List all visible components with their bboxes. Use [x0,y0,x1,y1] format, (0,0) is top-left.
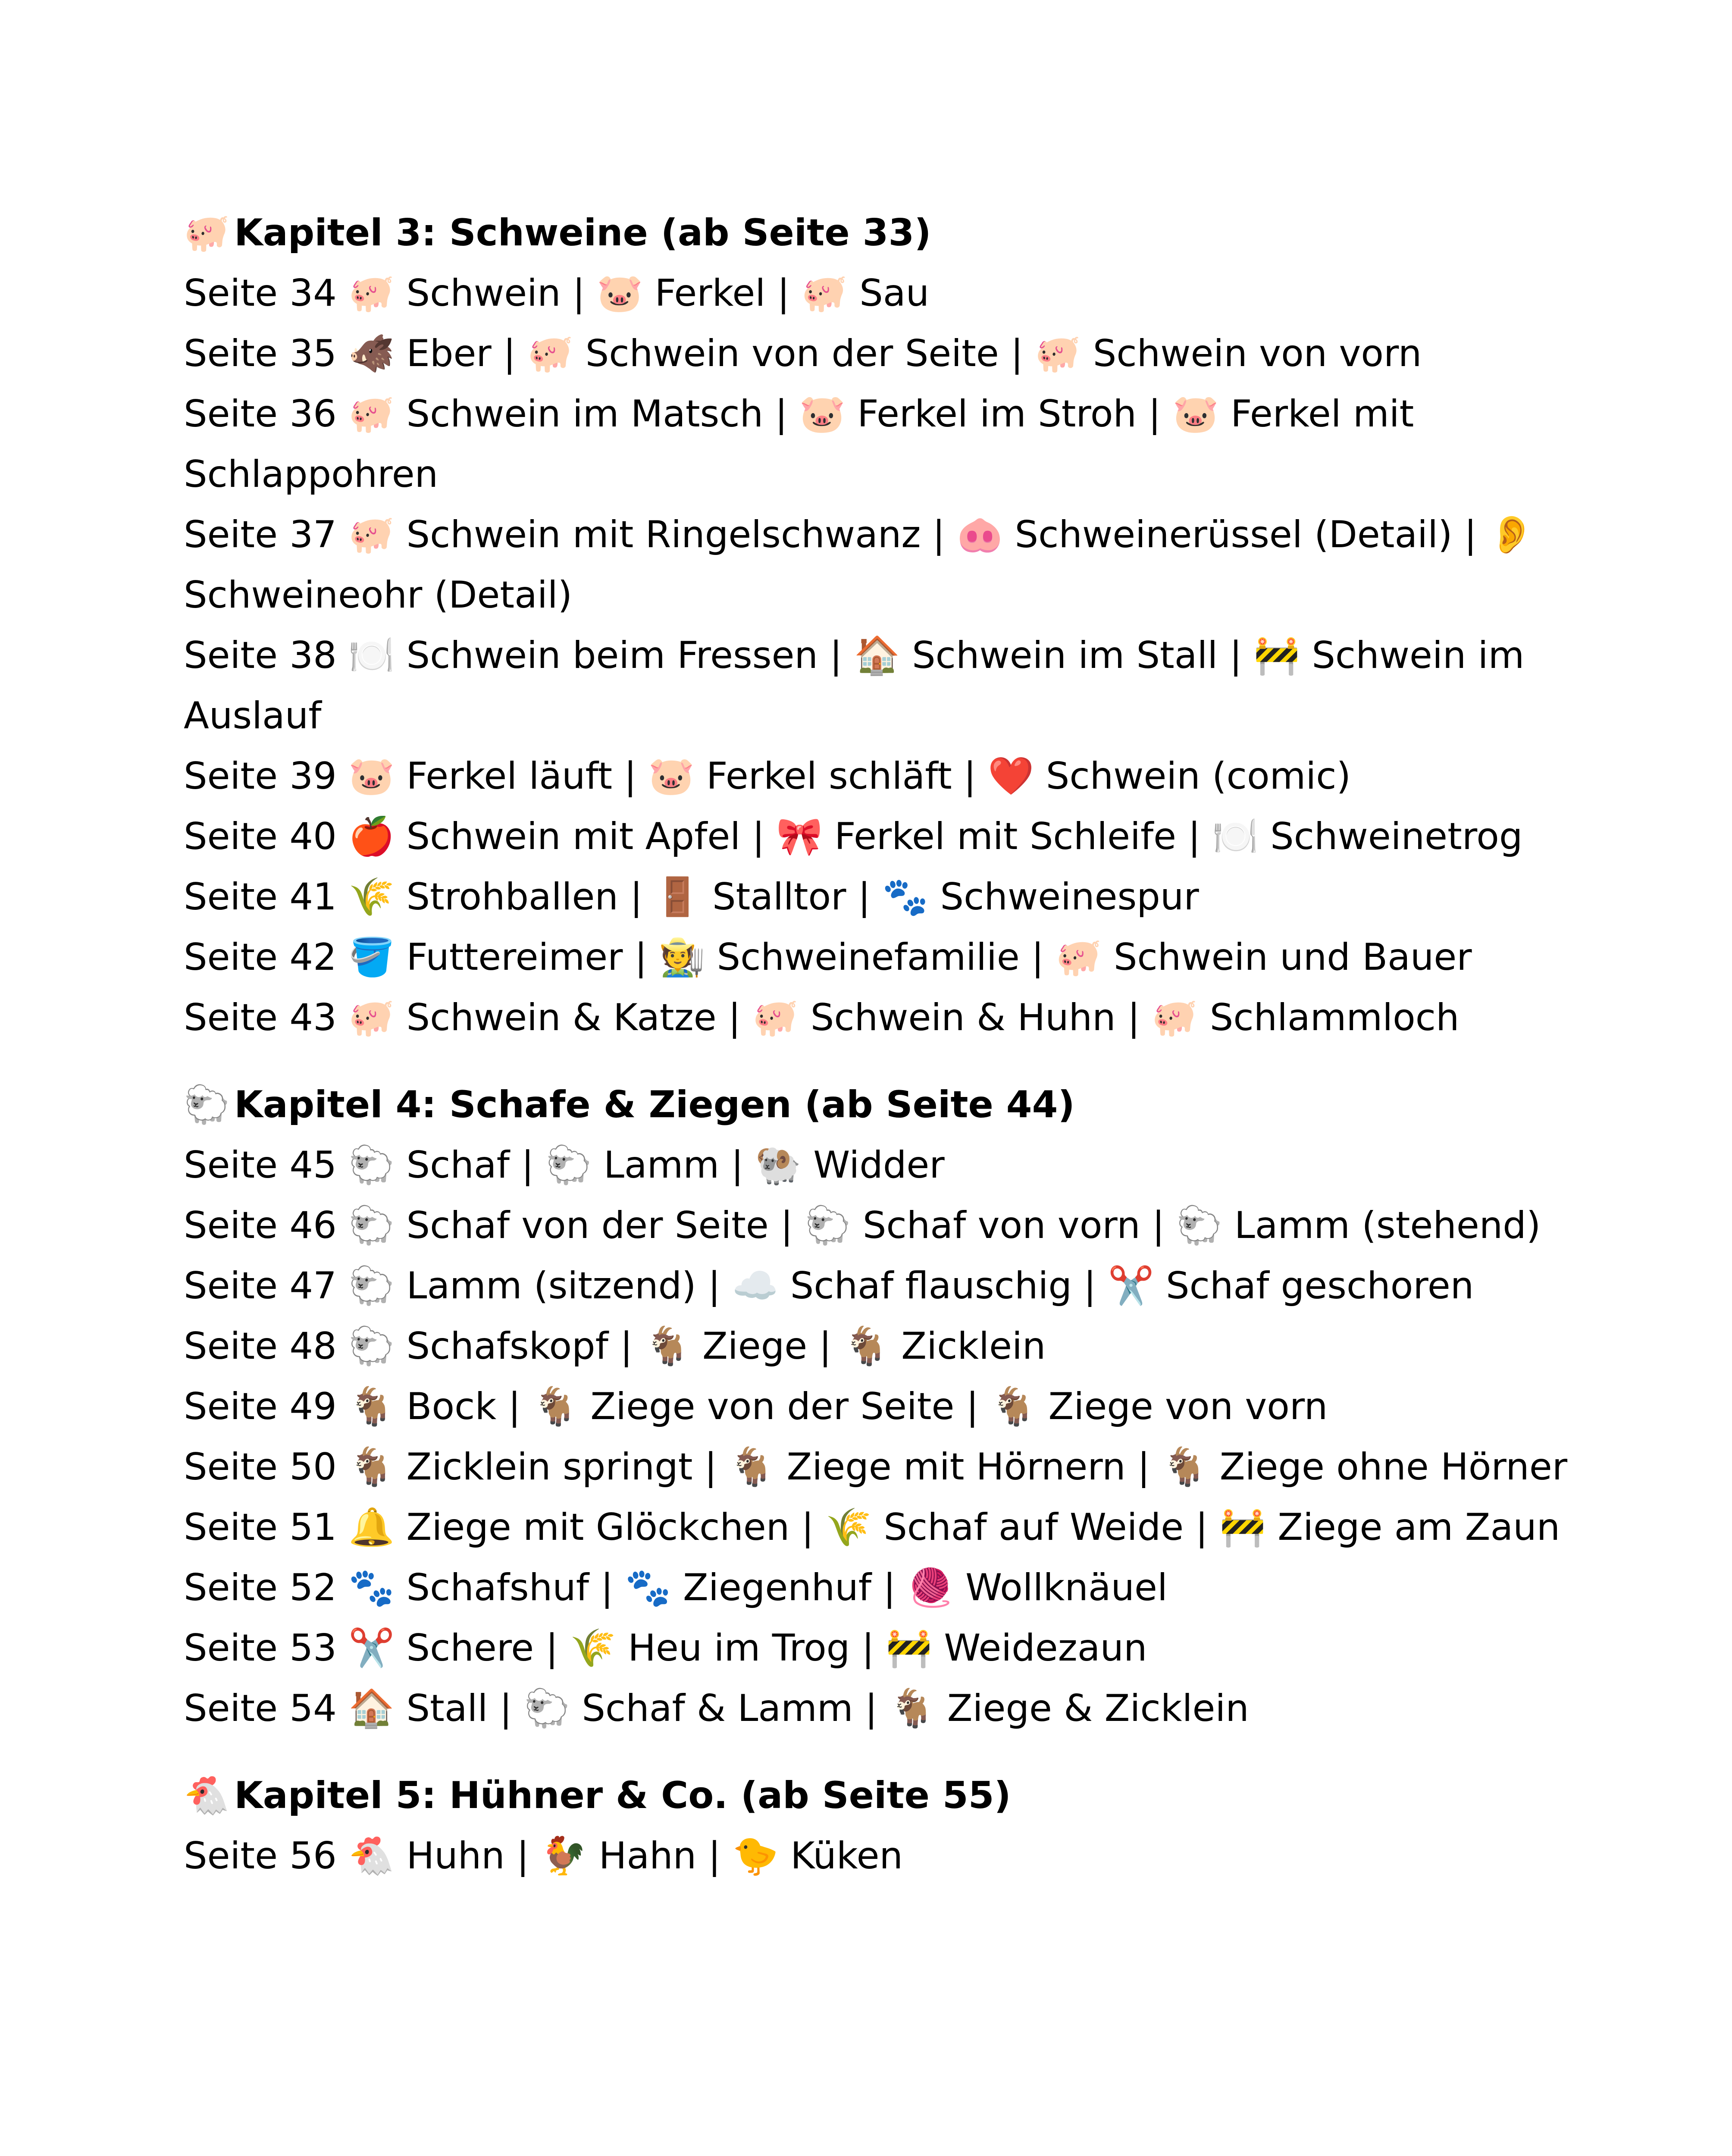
chapter-heading-text: Kapitel 4: Schafe & Ziegen (ab Seite 44) [234,1083,1075,1126]
page-entry-line: Seite 51 🔔 Ziege mit Glöckchen | 🌾 Schaf auf Weide | 🚧 Ziege am Zaun [184,1506,1560,1549]
page-entry-line: Seite 56 🐔 Huhn | 🐓 Hahn | 🐤 Küken [184,1834,903,1877]
page-entry-line: Seite 42 🪣 Futtereimer | 🧑‍🌾 Schweinefamilie | 🐖 Schwein und Bauer [184,936,1472,979]
page-entry-line: Seite 38 🍽️ Schwein beim Fressen | 🏠 Schwein im Stall | 🚧 Schwein im Auslauf [184,634,1525,737]
page-entry-line: Seite 49 🐐 Bock | 🐐 Ziege von der Seite | 🐐 Ziege von vorn [184,1385,1328,1428]
page-entry-line: Seite 54 🏠 Stall | 🐑 Schaf & Lamm | 🐐 Ziege & Zicklein [184,1687,1249,1730]
chapter-heading-text: Kapitel 5: Hühner & Co. (ab Seite 55) [234,1774,1011,1817]
page-entry-line: Seite 41 🌾 Strohballen | 🚪 Stalltor | 🐾 Schweinespur [184,875,1199,918]
chapter-heading [184,1765,1646,1826]
chicken-icon: 🐔 [184,1774,230,1817]
page-entry-line: Seite 46 🐑 Schaf von der Seite | 🐑 Schaf von vorn | 🐑 Lamm (stehend) [184,1204,1541,1247]
page-entry-line: Seite 35 🐗 Eber | 🐖 Schwein von der Seite | 🐖 Schwein von vorn [184,332,1422,375]
page-entry-line: Seite 45 🐑 Schaf | 🐑 Lamm | 🐏 Widder [184,1144,945,1187]
chapter-heading [184,1075,1646,1135]
page-entry-line: Seite 52 🐾 Schafshuf | 🐾 Ziegenhuf | 🧶 Wollknäuel [184,1566,1168,1609]
chapter-5-huehner [184,1765,1646,1886]
page-entry-line: Seite 39 🐷 Ferkel läuft | 🐷 Ferkel schläft | ❤️ Schwein (comic) [184,755,1351,798]
page-entry-line: Seite 36 🐖 Schwein im Matsch | 🐷 Ferkel im Stroh | 🐷 Ferkel mit Schlappohren [184,392,1414,496]
page-entry-line: Seite 40 🍎 Schwein mit Apfel | 🎀 Ferkel mit Schleife | 🍽️ Schweinetrog [184,815,1523,858]
chapter-heading [184,203,1646,263]
pig-icon: 🐖 [184,211,230,254]
page-entry-line: Seite 53 ✂️ Schere | 🌾 Heu im Trog | 🚧 Weidezaun [184,1626,1147,1670]
page-entry-line: Seite 37 🐖 Schwein mit Ringelschwanz | 🐽 Schweinerüssel (Detail) | 👂 Schweineohr (Detail) [184,513,1535,617]
page-entry-line: Seite 47 🐑 Lamm (sitzend) | ☁️ Schaf flauschig | ✂️ Schaf geschoren [184,1264,1474,1307]
page-entry-line: Seite 34 🐖 Schwein | 🐷 Ferkel | 🐖 Sau [184,272,930,315]
chapter-3-schweine [184,203,1646,1048]
document-body [184,203,1646,1886]
page-entry-line: Seite 50 🐐 Zicklein springt | 🐐 Ziege mit Hörnern | 🐐 Ziege ohne Hörner [184,1445,1568,1489]
page-entry-line: Seite 43 🐖 Schwein & Katze | 🐖 Schwein & Huhn | 🐖 Schlammloch [184,996,1460,1039]
sheep-icon: 🐑 [184,1083,230,1126]
chapter-heading-text: Kapitel 3: Schweine (ab Seite 33) [234,211,931,254]
chapter-4-schafe-ziegen [184,1075,1646,1739]
page-entry-line: Seite 48 🐑 Schafskopf | 🐐 Ziege | 🐐 Zicklein [184,1325,1046,1368]
